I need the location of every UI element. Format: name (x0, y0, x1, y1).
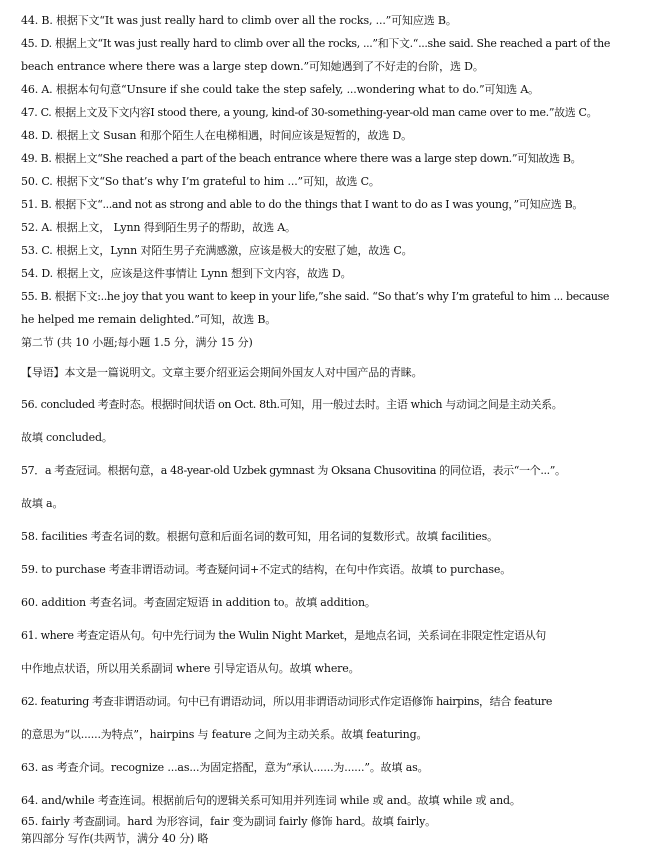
answer-53: 53. C. 根据上文，Lynn 对陌生男子充满感激，应该是极大的安慰了她，故选 C。 (21, 244, 413, 257)
answer-50: 50. C. 根据下文“So that’s why I’m grateful to him ...”可知，故选 C。 (21, 175, 380, 188)
answer-56-line2: 故填 concluded。 (21, 431, 113, 444)
answer-61-line1: 61. where 考查定语从句。句中先行词为 the Wulin Night Market，是地点名词，关系词在非限定性定语从句 (21, 629, 546, 642)
answer-62-line1: 62. featuring 考查非谓语动词。句中已有谓语动词，所以用非谓语动词形式作定语修饰 hairpins，结合 feature (21, 695, 553, 708)
answer-62-line2: 的意思为“以......为特点”，hairpins 与 feature 之间为主动关系。故填 featuring。 (21, 728, 428, 741)
answer-56-line1: 56. concluded 考查时态。根据时间状语 on Oct. 8th.可知，用一般过去时。主语 which 与动词之间是主动关系。 (21, 398, 563, 411)
answer-64: 64. and/while 考查连词。根据前后句的逻辑关系可知用并列连词 while 或 and。故填 while 或 and。 (21, 794, 521, 807)
answer-45-line2: beach entrance where there was a large step down.”可知她遇到了不好走的台阶，选 D。 (21, 60, 484, 73)
answer-63: 63. as 考查介词。recognize ...as...为固定搭配，意为“承认......为......”。故填 as。 (21, 761, 429, 774)
answer-55-line2: he helped me remain delighted.”可知，故选 B。 (21, 313, 277, 326)
answer-51: 51. B. 根据下文“...and not as strong and able to do the things that I want to do as I was young，”可知应选 B。 (21, 198, 583, 211)
answer-59: 59. to purchase 考查非谓语动词。考查疑问词+不定式的结构，在句中作宾语。故填 to purchase。 (21, 563, 512, 576)
answer-44: 44. B. 根据下文“It was just really hard to climb over all the rocks, ...”可知应选 B。 (21, 14, 457, 27)
answer-65: 65. fairly 考查副词。hard 为形容词，fair 变为副词 fairly 修饰 hard。故填 fairly。 (21, 815, 437, 828)
answer-61-line2: 中作地点状语，所以用关系副词 where 引导定语从句。故填 where。 (21, 662, 360, 675)
answer-54: 54. D. 根据上文，应该是这件事情让 Lynn 想到下文内容，故选 D。 (21, 267, 352, 280)
answer-46: 46. A. 根据本句句意“Unsure if she could take the step safely, ...wondering what to do.”可知选 A。 (21, 83, 540, 96)
answer-60: 60. addition 考查名词。考查固定短语 in addition to。故填 addition。 (21, 596, 376, 609)
answer-45-line1: 45. D. 根据上文“It was just really hard to climb over all the rocks, ...”和下文.“...she said. She reached a part of the (21, 37, 611, 50)
answer-47: 47. C. 根据上文及下文内容I stood there, a young, kind-of 30-something-year-old man came over to me.”故选 C。 (21, 106, 598, 119)
answer-49: 49. B. 根据上文“She reached a part of the beach entrance where there was a large step down.”可知故选 B。 (21, 152, 582, 165)
answer-57-line1: 57．a 考查冠词。根据句意，a 48-year-old Uzbek gymnast 为 Oksana Chusovitina 的同位语，表示“一个...”。 (21, 464, 566, 477)
answer-48: 48. D. 根据上文 Susan 和那个陌生人在电梯相遇，时间应该是短暂的，故选 D。 (21, 129, 413, 142)
answer-55-line1: 55. B. 根据下文:..he joy that you want to keep in your life,”she said. “So that’s why I’m grateful to him ... because (21, 290, 610, 303)
answer-57-line2: 故填 a。 (21, 497, 64, 510)
guide-paragraph: 【导语】本文是一篇说明文。文章主要介绍亚运会期间外国友人对中国产品的青睐。 (21, 366, 423, 379)
section2-title: 第二节 (共 10 小题;每小题 1.5 分，满分 15 分) (21, 336, 253, 349)
part4-note: 第四部分 写作(共两节，满分 40 分) 略 (21, 832, 209, 845)
answer-52: 52. A. 根据上文， Lynn 得到陌生男子的帮助，故选 A。 (21, 221, 296, 234)
answer-58: 58. facilities 考查名词的数。根据句意和后面名词的数可知，用名词的复数形式。故填 facilities。 (21, 530, 499, 543)
